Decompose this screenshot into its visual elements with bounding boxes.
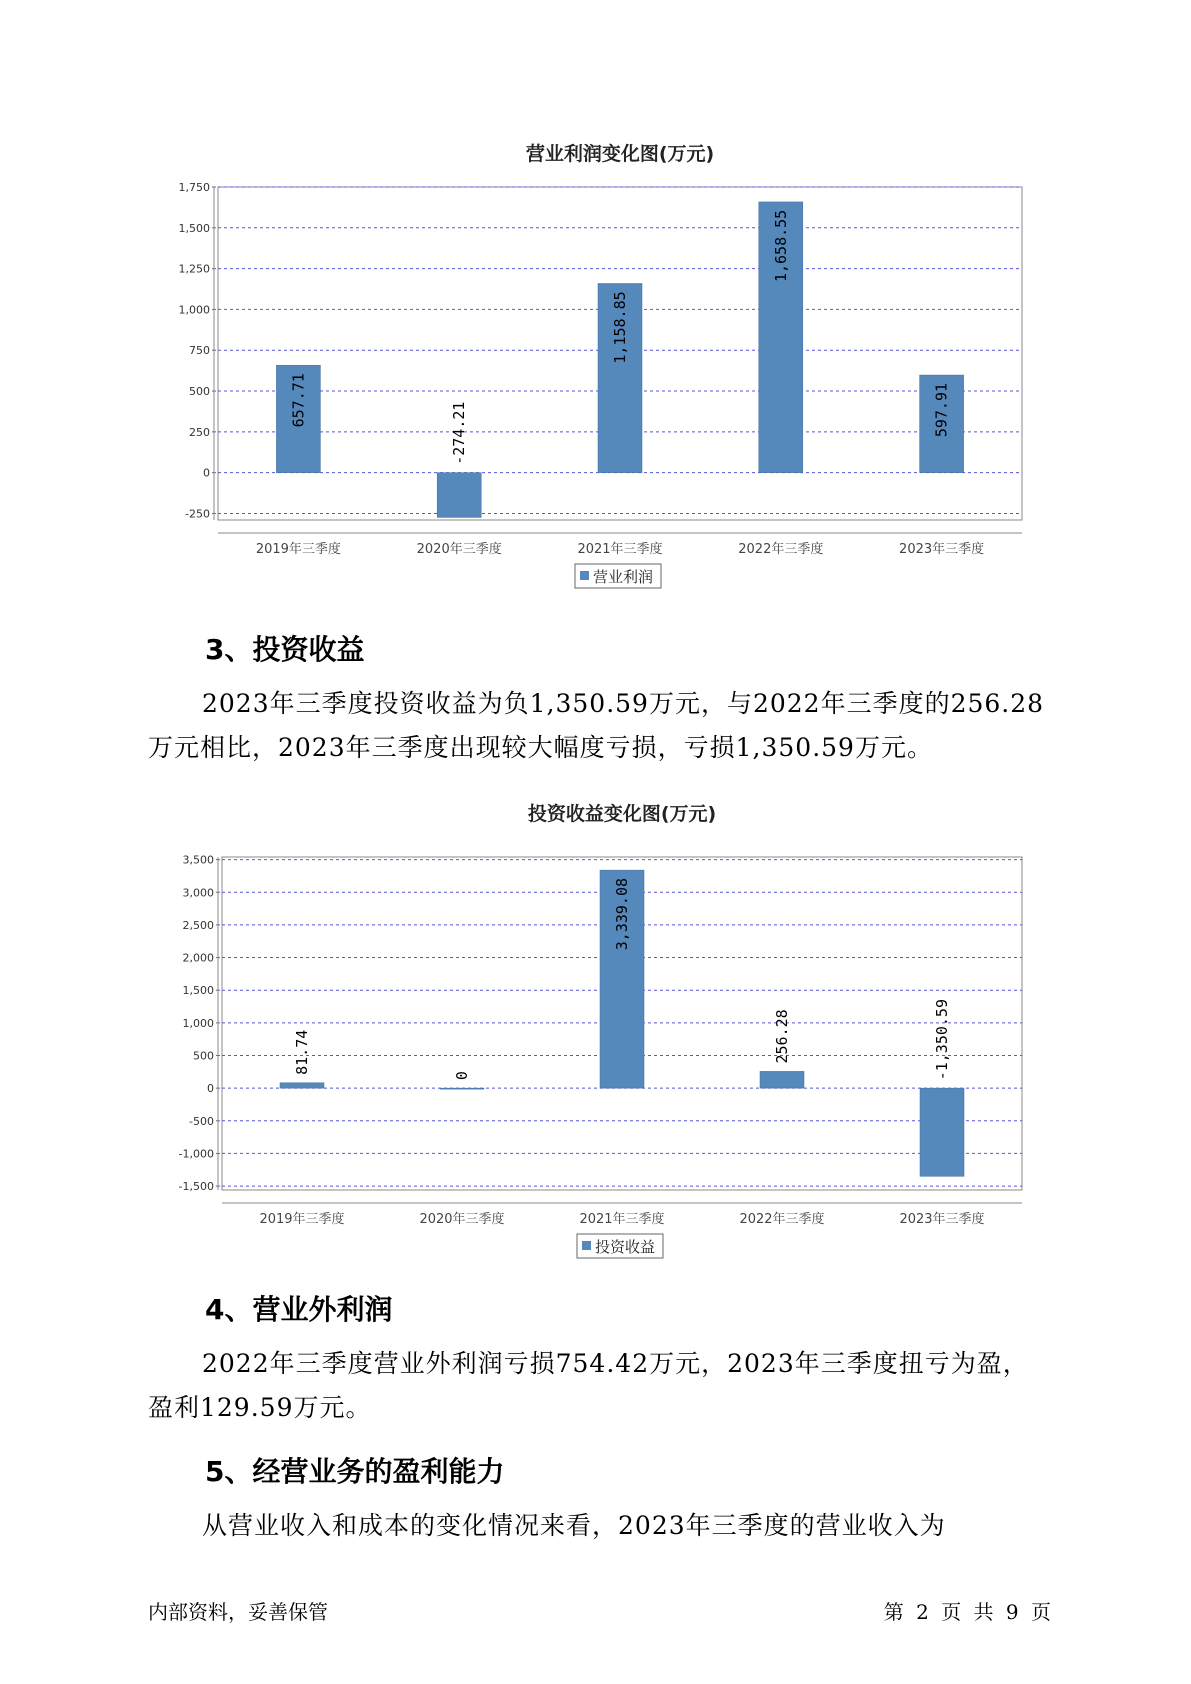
y-tick-label: 3,000 (182, 886, 214, 900)
section-5-heading: 5、经营业务的盈利能力 (205, 1455, 505, 1488)
y-tick-label: 500 (189, 385, 210, 399)
section-4-heading: 4、营业外利润 (205, 1293, 393, 1326)
bar-value-label: 1,658.55 (771, 209, 790, 283)
operating-profit-chart-svg (0, 130, 1191, 600)
y-tick-label: 1,250 (178, 262, 210, 276)
category-label: 2021年三季度 (577, 542, 663, 557)
bar-value-label: 81.74 (293, 1029, 311, 1075)
y-tick-label: -500 (189, 1114, 214, 1128)
y-tick-label: 1,500 (178, 221, 210, 235)
section-4-paragraph (148, 1342, 1048, 1430)
bar-value-label: 3,339.08 (613, 877, 631, 951)
y-tick-label: 1,000 (178, 303, 210, 317)
section-3-heading: 3、投资收益 (205, 633, 365, 666)
y-tick-label: -1,000 (178, 1147, 214, 1161)
category-label: 2022年三季度 (739, 1212, 825, 1227)
category-label: 2023年三季度 (899, 542, 985, 557)
legend-label: 投资收益 (595, 1238, 656, 1256)
footer-page-number: 第 2 页 共 9 页 (883, 1600, 1051, 1624)
footer-confidential: 内部资料，妥善保管 (148, 1600, 328, 1624)
investment-income-chart (0, 790, 1191, 1260)
y-tick-label: -1,500 (178, 1180, 214, 1194)
y-tick-label: 500 (193, 1049, 214, 1063)
category-label: 2023年三季度 (899, 1212, 985, 1227)
section-5-paragraph (148, 1504, 1048, 1548)
y-tick-label: 3,500 (182, 853, 214, 867)
section-3-paragraph (148, 682, 1048, 770)
category-label: 2021年三季度 (579, 1212, 665, 1227)
y-tick-label: 0 (207, 1082, 214, 1096)
category-label: 2020年三季度 (419, 1212, 505, 1227)
section-3-line-2: 万元相比，2023年三季度出现较大幅度亏损，亏损1,350.59万元。 (148, 733, 933, 762)
y-tick-label: 1,750 (178, 181, 210, 194)
y-tick-label: 2,500 (182, 918, 214, 932)
y-tick-label: 2,000 (182, 951, 214, 965)
bar (920, 1088, 964, 1176)
y-tick-label: -250 (185, 507, 210, 521)
legend-swatch (582, 1241, 591, 1250)
chart-title: 投资收益变化图(万元) (527, 803, 717, 825)
investment-income-chart-svg (0, 790, 1191, 1260)
chart-title: 营业利润变化图(万元) (525, 143, 715, 165)
y-tick-label: 1,000 (182, 1016, 214, 1030)
section-3-line-1: 2023年三季度投资收益为负1,350.59万元，与2022年三季度的256.28 (202, 689, 1045, 718)
bar-value-label: 256.28 (773, 1009, 791, 1064)
bar-value-label: 657.71 (289, 373, 308, 428)
bar (437, 473, 481, 518)
y-tick-label: 750 (189, 344, 210, 358)
category-label: 2019年三季度 (255, 542, 341, 557)
legend-label: 营业利润 (593, 568, 654, 586)
category-label: 2020年三季度 (416, 542, 502, 557)
category-label: 2019年三季度 (259, 1212, 345, 1227)
section-4-line-2: 盈利129.59万元。 (148, 1393, 372, 1422)
bar-value-label: -1,350.59 (933, 999, 951, 1081)
y-tick-label: 1,500 (182, 984, 214, 998)
y-tick-label: 0 (203, 466, 210, 480)
bar (760, 1071, 804, 1088)
section-4-line-1: 2022年三季度营业外利润亏损754.42万元，2023年三季度扭亏为盈， (202, 1349, 1029, 1378)
category-label: 2022年三季度 (738, 542, 824, 557)
y-tick-label: 250 (189, 425, 210, 439)
section-5-line-1: 从营业收入和成本的变化情况来看，2023年三季度的营业收入为 (202, 1511, 946, 1540)
legend-swatch (580, 571, 589, 580)
bar-value-label: 0 (453, 1071, 471, 1081)
bar (280, 1083, 324, 1088)
bar (440, 1088, 484, 1089)
bar-value-label: -274.21 (450, 401, 469, 465)
operating-profit-chart (0, 130, 1191, 600)
bar-value-label: 597.91 (932, 382, 951, 438)
bar-value-label: 1,158.85 (611, 291, 629, 364)
